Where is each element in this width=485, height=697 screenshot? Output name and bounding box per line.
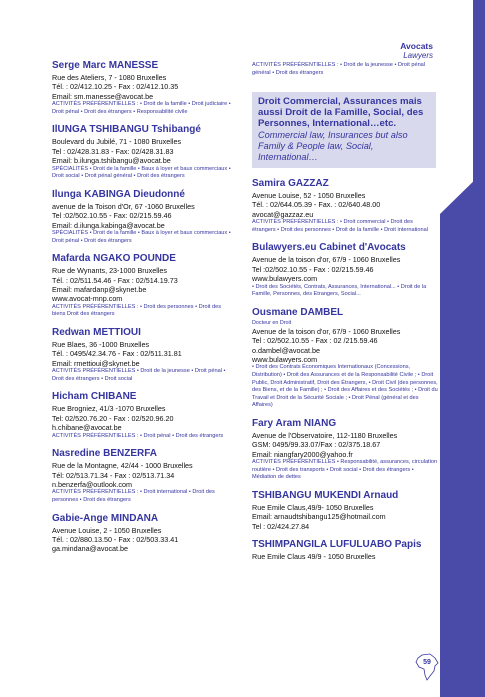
contact-line: Avenue de la toison d'or, 67/9 - 1060 Bruxelles bbox=[252, 255, 401, 265]
contact-line: Tél. : 02/644.05.39 - Fax. : 02/640.48.00 bbox=[252, 200, 381, 210]
contact-line: Tel: 02/520.76.20 - Fax : 02/520.96.20 bbox=[52, 413, 174, 423]
lawyer-name: IlUNGA TSHIBANGU Tshibangé bbox=[52, 124, 201, 136]
lawyer-name: Redwan METTIOUI bbox=[52, 327, 141, 339]
lawyer-entry bbox=[252, 490, 438, 531]
contact-line: Email: b.ilunga.tshibangu@avocat.be bbox=[52, 156, 171, 166]
lawyer-entry bbox=[52, 253, 234, 319]
contact-line: Rue Emile Claus,49/9- 1050 Bruxelles bbox=[252, 503, 374, 512]
contact-line: Rue Blaes, 36 -1000 Bruxelles bbox=[52, 340, 150, 350]
contact-line: Tel : 02/428.31.83 - Fax: 02/428.31.83 bbox=[52, 146, 174, 156]
lawyer-name: Nasredine BENZERFA bbox=[52, 448, 158, 460]
lawyer-entry bbox=[252, 178, 438, 234]
section-subtitle: Lawyers bbox=[403, 51, 433, 60]
contact-line: avenue de la Toison d'Or, 67 -1060 Bruxelles bbox=[52, 201, 195, 211]
lawyer-name: Serge Marc MANESSE bbox=[52, 60, 159, 71]
contact-line: Tél. : 0495/42.34.76 - Fax : 02/511.31.81 bbox=[52, 349, 182, 359]
right-column bbox=[252, 178, 438, 570]
practice-areas: ACTIVITÉS PRÉFÉRENTIELLES • Droit de la jeunesse • Droit pénal • Droit des étrangers • Droit social bbox=[52, 368, 226, 382]
lawyer-entry bbox=[252, 307, 438, 410]
contact-line: Tel : 02/502.10.55 - Fax : 02 /215.59.46 bbox=[252, 336, 378, 346]
contact-line: Rue Brogniez, 41/3 -1070 Bruxelles bbox=[52, 404, 166, 414]
contact-line: Avenue Louise, 2 - 1050 Bruxelles bbox=[52, 525, 162, 535]
practice-areas: ACTIVITÉS PRÉFÉRENTIELLES : • Droit de la famille • Droit judiciaire • Droit pénal • Droit des étrangers • Responsabilité civile bbox=[52, 101, 231, 115]
lawyer-entry bbox=[252, 418, 438, 482]
lawyer-entry bbox=[52, 448, 234, 504]
contact-line: Email: sm.manesse@avocat.be bbox=[52, 91, 154, 101]
lawyer-entry bbox=[52, 189, 234, 245]
lawyer-name: Hicham CHIBANE bbox=[52, 391, 137, 403]
contact-line: www.bulawyers.com bbox=[252, 274, 318, 284]
practice-areas: ACTIVITÉS PRÉFÉRENTIELLES : • Droit international • Droit des personnes • Droit des étrangers bbox=[52, 489, 215, 504]
page-edge-wedge bbox=[440, 170, 485, 697]
lawyer-entry bbox=[52, 60, 234, 116]
lawyer-name: Bulawyers.eu Cabinet d'Avocats bbox=[252, 242, 406, 254]
contact-line: Boulevard du Jubilé, 71 - 1080 Bruxelles bbox=[52, 137, 182, 147]
contact-line: Tél. : 02/880.13.50 - Fax : 02/503.33.41 bbox=[52, 535, 179, 545]
practice-areas: ACTIVITÉS PRÉFÉRENTIELLES • Responsabilité, assurances, circulation routière • Droit des transports • Droit social • Droit des étrangers • Médiation de dettes bbox=[252, 459, 438, 481]
practice-areas: • Droit des Sociétés, Contrats, Assurances, International... • Droit de la Famille, Personnes, des Etrangers, Social... bbox=[252, 283, 427, 298]
contact-line: Tél. : 02/412.10.25 - Fax : 02/412.10.35 bbox=[52, 82, 179, 92]
lawyer-list-left bbox=[52, 60, 234, 554]
lawyer-name: TSHIMPANGILA LUFULUABO Papis bbox=[252, 539, 422, 551]
contact-line: Email: d.ilunga.kabinga@avocat.be bbox=[52, 220, 165, 230]
practice-areas: ACTIVITÉS PRÉFÉRENTIELLES : • Droit commercial • Droit des étrangers • Droit des personnes • Droit de la famille • Droit international bbox=[252, 219, 428, 233]
contact-line: Tél: 02/513.71.34 - Fax : 02/513.71.34 bbox=[52, 470, 175, 480]
contact-line: Email: mafardanp@skynet.be bbox=[52, 285, 147, 295]
africa-map-icon bbox=[414, 653, 440, 681]
contact-line: Tel :02/502.10.55 - Fax: 02/215.59.46 bbox=[52, 211, 172, 221]
lawyer-entry bbox=[52, 391, 234, 440]
contact-line: Tel :02/502.10.55 - Fax : 02/215.59.46 bbox=[252, 264, 374, 274]
section-title: Avocats bbox=[400, 41, 433, 51]
contact-line: h.chibane@avocat.be bbox=[52, 423, 122, 433]
contact-line: Rue de la Montagne, 42/44 - 1000 Bruxelles bbox=[52, 461, 193, 471]
practice-areas: SPÉCIALITÉS • Droit de la famille • Baux à loyer et baux commerciaux • Droit pénal • Droit des étrangers bbox=[52, 230, 231, 244]
lawyer-entry bbox=[252, 539, 438, 561]
left-column bbox=[52, 60, 234, 562]
lawyer-entry bbox=[52, 513, 234, 554]
practice-areas: ACTIVITÉS PRÉFÉRENTIELLES : • Droit des personnes • Droit des biens Droit des étrangers bbox=[52, 303, 221, 318]
contact-line: Email: niangfary2000@yahoo.fr bbox=[252, 449, 353, 459]
section-header bbox=[400, 41, 433, 61]
lawyer-entry bbox=[252, 242, 438, 298]
contact-line: o.dambel@avocat.be bbox=[252, 345, 321, 355]
contact-line: Avenue Louise, 52 - 1050 Bruxelles bbox=[252, 191, 366, 200]
contact-line: Rue des Ateliers, 7 - 1080 Bruxelles bbox=[52, 73, 167, 82]
lawyer-name: Ousmane DAMBEL bbox=[252, 306, 344, 318]
contact-line: Avenue de l'Observatoire, 112-1180 Bruxelles bbox=[252, 431, 398, 440]
lawyer-name: Gabie-Ange MINDANA bbox=[52, 512, 159, 524]
lawyer-name: Ilunga KABINGA Dieudonné bbox=[52, 188, 185, 200]
contact-line: Rue Emile Claus 49/9 - 1050 Bruxelles bbox=[252, 552, 376, 562]
contact-line: ga.mindana@avocat.be bbox=[52, 544, 129, 554]
contact-line: Rue de Wynants, 23-1000 Bruxelles bbox=[52, 266, 167, 276]
lawyer-list-right bbox=[252, 178, 438, 562]
contact-line: Email: arnaudtshibangu125@hotmail.com bbox=[252, 512, 386, 522]
lawyer-name: TSHIBANGU MUKENDI Arnaud bbox=[252, 490, 399, 501]
contact-line: GSM: 0495/99.33.07/Fax : 02/375.18.67 bbox=[252, 440, 381, 450]
lawyer-name: Fary Aram NIANG bbox=[252, 418, 337, 429]
contact-line: avocat@gazzaz.eu bbox=[252, 209, 314, 219]
contact-line: Avenue de la toison d'or, 67/9 - 1060 Bruxelles bbox=[252, 326, 401, 336]
continued-activities-note: ACTIVITÉS PRÉFÉRENTIELLES : • Droit de la jeunesse • Droit pénal général • Droit des étrangers bbox=[252, 62, 426, 76]
contact-line: www.bulawyers.com bbox=[252, 355, 318, 365]
lawyer-name: Samira GAZZAZ bbox=[252, 178, 329, 189]
practice-areas: SPÉCIALITÉS • Droit de la famille • Baux à loyer et baux commerciaux • Droit social • Droit pénal général • Droit des étrangers bbox=[52, 165, 231, 180]
contact-line: www.avocat-mnp.com bbox=[52, 294, 123, 304]
practice-areas: • Droit des Contrats Économiques Internationaux (Concessions, Distribution) • Droit des Assurances et de la Responsabilité Civile ; • Droit Public, Droit Administratif, Droit des Étrangers, • Droit Civil (des personnes, des Biens, et de la Famille) ; • Droit des Affaires et des Sociétés ; • Droit du Travail et Droit de la Sécurité Sociale ; • Droit Pénal (général et des Affaires) bbox=[252, 364, 438, 409]
lawyer-entry bbox=[52, 124, 234, 180]
contact-line: Email: rmettioui@skynet.be bbox=[52, 358, 140, 368]
contact-line: Tel : 02/424.27.84 bbox=[252, 521, 310, 531]
lawyer-name: Mafarda NGAKO POUNDE bbox=[52, 253, 176, 265]
lawyer-entry bbox=[52, 327, 234, 383]
contact-line: n.benzerfa@outlook.com bbox=[52, 480, 133, 490]
highlight-english: Commercial law, Insurances but also Family & People law, Social, International… bbox=[258, 129, 408, 162]
highlight-box bbox=[252, 92, 436, 168]
practice-areas: ACTIVITÉS PRÉFÉRENTIELLES : • Droit pénal • Droit des étrangers bbox=[52, 432, 224, 439]
contact-line: Tél. : 02/511.54.46 - Fax : 02/514.19.73 bbox=[52, 275, 178, 285]
highlight-french: Droit Commercial, Assurances mais aussi Droit de la Famille, Social, des Personnes, International…etc. bbox=[258, 96, 424, 130]
lawyer-title: Docteur en Droit bbox=[252, 319, 292, 326]
page-number: 59 bbox=[423, 659, 431, 666]
